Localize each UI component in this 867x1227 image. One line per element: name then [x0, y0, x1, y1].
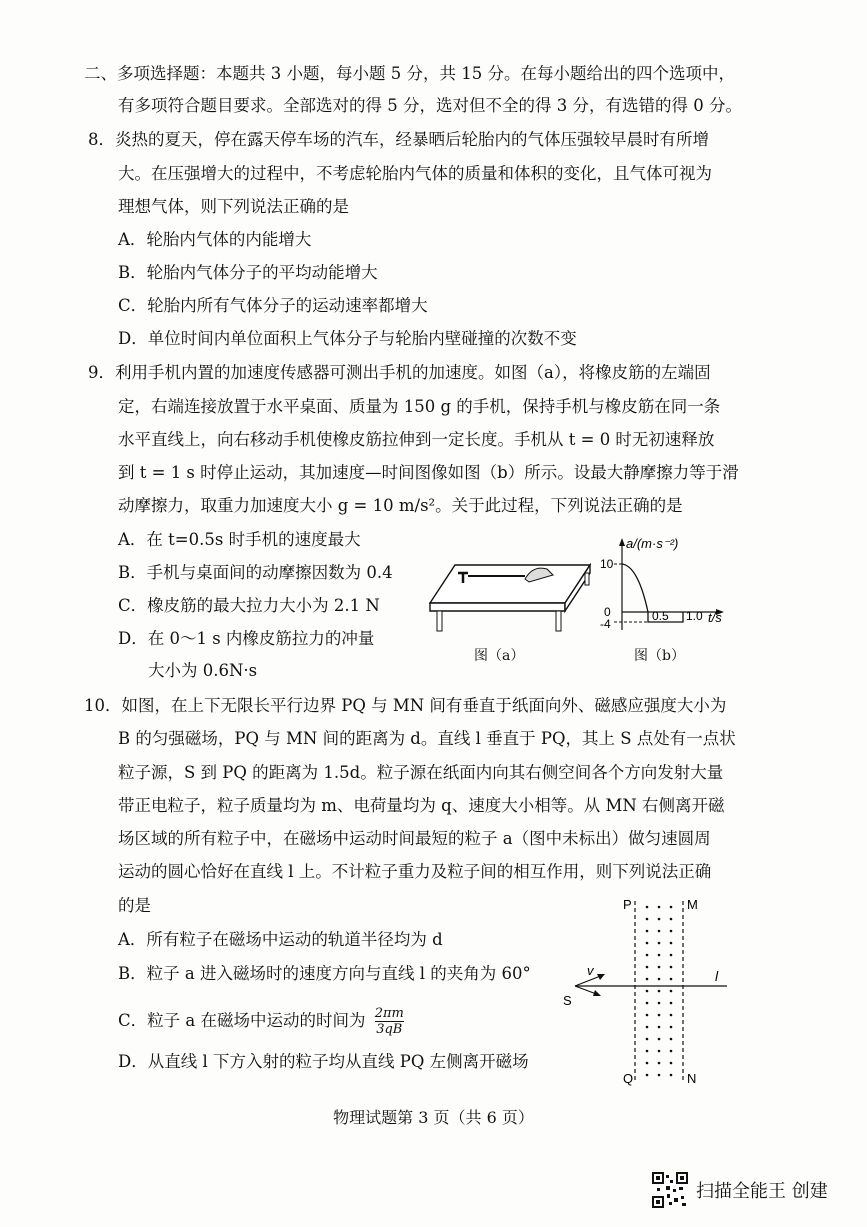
- q9-stem-4: 到 t = 1 s 时停止运动，其加速度—时间图像如图（b）所示。设最大静摩擦力等于滑: [118, 463, 739, 482]
- field-dot: [670, 978, 673, 981]
- field-dot: [670, 1014, 673, 1017]
- section-heading: 二、多项选择题：本题共 3 小题，每小题 5 分，共 15 分。在每小题给出的四个选项中，: [84, 64, 735, 83]
- q10-stem-4: 带正电粒子，粒子质量均为 m、电荷量均为 q、速度大小相等。从 MN 右侧离开磁: [118, 796, 725, 815]
- scanner-watermark: [652, 1172, 828, 1208]
- page-footer: 物理试题第 3 页（共 6 页）: [333, 1108, 534, 1127]
- q9-stem-5: 动摩擦力，取重力加速度大小 g = 10 m/s²。关于此过程，下列说法正确的是: [118, 496, 683, 515]
- graph-xlabel: t/s: [708, 610, 722, 625]
- field-dot: [658, 978, 661, 981]
- figure-b-graph: [590, 534, 740, 639]
- field-dot: [646, 918, 649, 921]
- field-dot: [658, 1038, 661, 1041]
- qr-code-icon: [652, 1172, 688, 1208]
- label-l: l: [715, 968, 719, 984]
- q9-stem-2: 定，右端连接放置于水平桌面、质量为 150 g 的手机，保持手机与橡皮筋在同一条: [118, 397, 721, 416]
- field-dot: [646, 1002, 649, 1005]
- field-dot: [658, 918, 661, 921]
- q10-option-c-fraction: [375, 1006, 404, 1037]
- q10-option-c: [118, 1006, 404, 1037]
- field-dot: [646, 930, 649, 933]
- field-dot: [658, 942, 661, 945]
- q9-option-d-cont: 大小为 0.6N·s: [148, 661, 258, 680]
- field-dot: [670, 942, 673, 945]
- field-dot: [646, 906, 649, 909]
- graph-xtick-10: 1.0: [686, 609, 703, 623]
- q8-option-c: C．轮胎内所有气体分子的运动速率都增大: [118, 296, 428, 315]
- label-Q: Q: [623, 1071, 634, 1086]
- field-dot: [658, 990, 661, 993]
- q10-stem-3: 粒子源，S 到 PQ 的距离为 1.5d。粒子源在纸面内向其右侧空间各个方向发射大量: [118, 763, 724, 782]
- q10-stem-5: 场区域的所有粒子中，在磁场中运动时间最短的粒子 a（图中未标出）做匀速圆周: [118, 829, 711, 848]
- field-dot: [658, 1026, 661, 1029]
- q10-option-b: B．粒子 a 进入磁场时的速度方向与直线 l 的夹角为 60°: [118, 964, 531, 983]
- field-dot: [670, 1074, 673, 1077]
- q9-stem-3: 水平直线上，向右移动手机使橡皮筋拉伸到一定长度。手机从 t = 0 时无初速释放: [118, 430, 715, 449]
- field-dot: [646, 1026, 649, 1029]
- figure-b-caption: 图（b）: [634, 648, 685, 664]
- field-dot: [658, 930, 661, 933]
- field-dot: [658, 1074, 661, 1077]
- field-dot: [670, 1062, 673, 1065]
- q9-option-d: D．在 0～1 s 内橡皮筋拉力的冲量: [118, 629, 375, 648]
- label-S: S: [563, 993, 572, 1008]
- q9-option-b: B．手机与桌面间的动摩擦因数为 0.4: [118, 563, 393, 582]
- field-dot: [646, 990, 649, 993]
- q10-option-a: A．所有粒子在磁场中运动的轨道半径均为 d: [118, 930, 443, 949]
- field-dot: [658, 1002, 661, 1005]
- field-dot: [646, 1050, 649, 1053]
- q8-stem-3: 理想气体，则下列说法正确的是: [118, 197, 349, 216]
- field-dot: [646, 1062, 649, 1065]
- graph-ytick-0: 0: [604, 605, 611, 619]
- q8-stem-2: 大。在压强增大的过程中，不考虑轮胎内气体的质量和体积的变化，且气体可视为: [118, 164, 712, 183]
- label-P: P: [623, 897, 632, 912]
- field-dot: [670, 966, 673, 969]
- field-dot: [670, 954, 673, 957]
- q9-stem-1: 9．利用手机内置的加速度传感器可测出手机的加速度。如图（a），将橡皮筋的左端固: [88, 363, 711, 382]
- q9-option-c: C．橡皮筋的最大拉力大小为 2.1 N: [118, 596, 380, 615]
- field-dot: [670, 930, 673, 933]
- q8-option-d: D．单位时间内单位面积上气体分子与轮胎内壁碰撞的次数不变: [118, 329, 577, 348]
- q10-stem-7: 的是: [118, 896, 151, 915]
- q8-option-a: A．轮胎内气体的内能增大: [118, 230, 312, 249]
- label-M: M: [687, 897, 698, 912]
- q9-option-a: A．在 t=0.5s 时手机的速度最大: [118, 530, 361, 549]
- field-dot: [646, 1038, 649, 1041]
- watermark-text: 扫描全能王 创建: [696, 1181, 828, 1202]
- field-dot: [670, 1050, 673, 1053]
- field-dot: [646, 1014, 649, 1017]
- field-dot: [646, 966, 649, 969]
- figure-magnetic-field: [555, 895, 745, 1090]
- field-dot: [658, 954, 661, 957]
- fraction-numerator: 2πm: [374, 1006, 404, 1021]
- label-N: N: [687, 1071, 697, 1086]
- figure-a-table: [425, 555, 595, 635]
- field-dot: [658, 1062, 661, 1065]
- field-dot: [670, 1038, 673, 1041]
- label-v: v: [587, 963, 594, 978]
- field-dot: [658, 906, 661, 909]
- field-dot: [670, 990, 673, 993]
- q10-stem-2: B 的匀强磁场，PQ 与 MN 间的距离为 d。直线 l 垂直于 PQ，其上 S 点处有一点状: [118, 729, 736, 748]
- figure-a-caption: 图（a）: [474, 648, 525, 664]
- graph-xtick-05: 0.5: [652, 609, 669, 623]
- fraction-denominator: 3qB: [376, 1022, 403, 1037]
- q10-option-c-text: C．粒子 a 在磁场中运动的时间为: [118, 1011, 366, 1030]
- graph-ytick-neg4: -4: [600, 617, 611, 631]
- field-dot: [646, 1074, 649, 1077]
- graph-ytick-10: 10: [600, 557, 614, 571]
- field-dot: [646, 942, 649, 945]
- q8-stem-1: 8．炎热的夏天，停在露天停车场的汽车，经暴晒后轮胎内的气体压强较早晨时有所增: [88, 130, 709, 149]
- field-dot: [670, 906, 673, 909]
- field-dot: [670, 918, 673, 921]
- section-heading-cont: 有多项符合题目要求。全部选对的得 5 分，选对但不全的得 3 分，有选错的得 0 分。: [118, 96, 742, 115]
- field-dot: [658, 966, 661, 969]
- field-dot: [646, 978, 649, 981]
- q10-option-d: D．从直线 l 下方入射的粒子均从直线 PQ 左侧离开磁场: [118, 1052, 529, 1071]
- field-dot: [658, 1050, 661, 1053]
- field-dot: [670, 1026, 673, 1029]
- graph-ylabel: a/(m·s⁻²): [626, 536, 679, 551]
- q10-stem-6: 运动的圆心恰好在直线 l 上。不计粒子重力及粒子间的相互作用，则下列说法正确: [118, 862, 712, 881]
- field-dot: [658, 1014, 661, 1017]
- q8-option-b: B．轮胎内气体分子的平均动能增大: [118, 263, 378, 282]
- q10-stem-1: 10．如图，在上下无限长平行边界 PQ 与 MN 间有垂直于纸面向外、磁感应强度大小为: [84, 696, 727, 715]
- field-dot: [670, 1002, 673, 1005]
- field-dot: [646, 954, 649, 957]
